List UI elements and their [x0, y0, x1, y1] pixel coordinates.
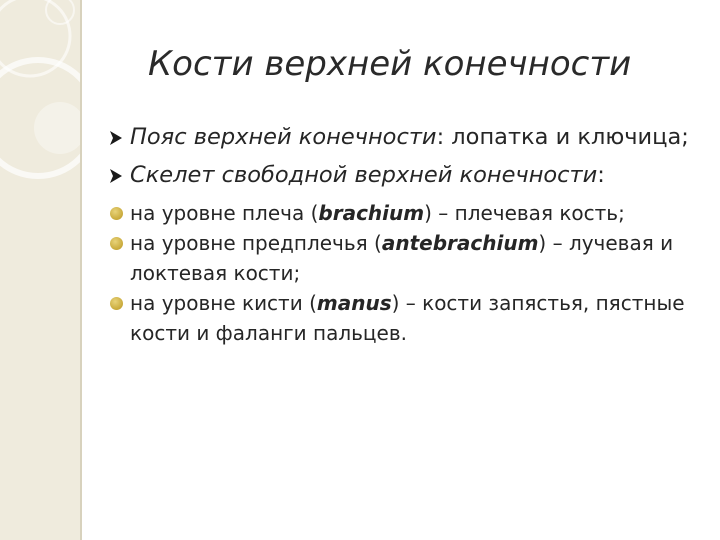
- gold-dot-bullet-icon: [110, 237, 123, 250]
- sub-item-text: на уровне кисти (: [130, 291, 317, 315]
- sub-item-text: ) – лучевая и локтевая кости;: [130, 231, 674, 285]
- sub-list-item: [108, 198, 708, 228]
- list-item: [108, 120, 708, 154]
- sub-item-text: ) – плечевая кость;: [424, 201, 625, 225]
- arrow-bullet-icon: [108, 130, 124, 146]
- latin-term: brachium: [318, 201, 425, 225]
- item-emphasis: Пояс верхней конечности: [130, 124, 437, 150]
- decorative-side-band: [0, 0, 80, 540]
- gold-dot-bullet-icon: [110, 297, 123, 310]
- list-item: [108, 158, 708, 192]
- slide-title: Кости верхней конечности: [148, 44, 632, 84]
- sub-list-item: [108, 228, 708, 288]
- slide-content: [108, 120, 708, 348]
- sub-list-item: [108, 288, 708, 348]
- item-text: : лопатка и ключица;: [436, 124, 689, 150]
- latin-term: manus: [316, 291, 392, 315]
- arrow-bullet-icon: [108, 168, 124, 184]
- item-emphasis: Скелет свободной верхней конечности: [130, 162, 598, 188]
- decorative-circles: [0, 0, 80, 540]
- sub-item-text: ) – кости запястья, пястные кости и фаланги пальцев.: [130, 291, 685, 345]
- latin-term: antebrachium: [381, 231, 539, 255]
- side-divider: [80, 0, 82, 540]
- sub-item-text: на уровне предплечья (: [130, 231, 382, 255]
- item-text: :: [597, 162, 605, 188]
- gold-dot-bullet-icon: [110, 207, 123, 220]
- sub-item-text: на уровне плеча (: [130, 201, 319, 225]
